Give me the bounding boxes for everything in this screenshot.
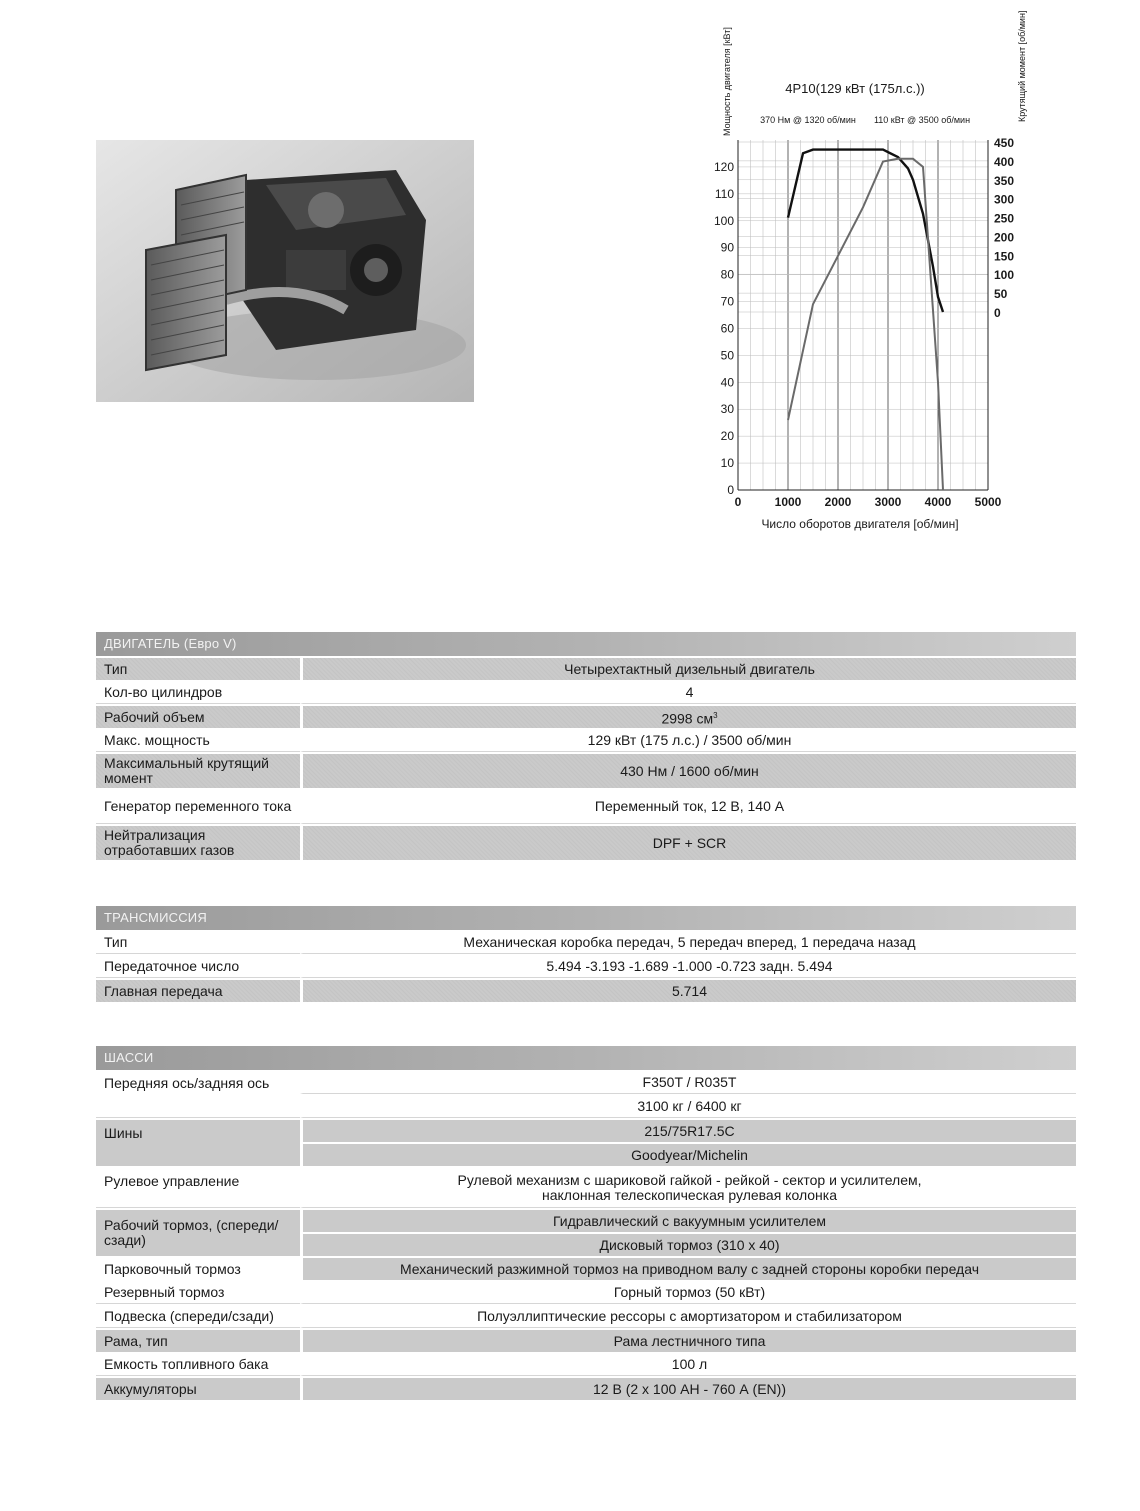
- table-row: [96, 1072, 1076, 1094]
- steering-value-line-2: наклонная телескопическая рулевая колонка: [541, 1186, 838, 1203]
- x-tick-label: 2000: [824, 495, 852, 509]
- table-row: [96, 1378, 1076, 1400]
- y-right-tick-label: 50: [994, 287, 1008, 302]
- power-curve: [788, 159, 943, 490]
- reserve-brake-label: Резервный тормоз: [96, 1282, 300, 1304]
- y-left-tick-label: 120: [713, 159, 734, 174]
- engine-alternator-label: Генератор переменного тока: [96, 790, 300, 824]
- transmission-type-label: Тип: [96, 932, 300, 954]
- axle-model-value: F350T / R035T: [300, 1072, 1076, 1094]
- chart-annotation-power: 110 кВт @ 3500 об/мин: [873, 115, 971, 125]
- displacement-number: 2998 см: [661, 710, 714, 727]
- suspension-value: Полуэллиптические рессоры с амортизатором и стабилизатором: [300, 1306, 1076, 1328]
- engine-type-value: Четырехтактный дизельный двигатель: [300, 658, 1076, 680]
- y-left-tick-label: 10: [720, 456, 734, 471]
- table-row: [96, 1258, 1076, 1280]
- chart-ticks: [714, 136, 1014, 509]
- engine-power-value: 129 кВт (175 л.с.) / 3500 об/мин: [300, 730, 1076, 752]
- y-left-tick-label: 0: [727, 483, 734, 497]
- transmission-ratio-label: Передаточное число: [96, 956, 300, 978]
- displacement-unit-exponent: 3: [713, 710, 718, 720]
- service-brake-label: Рабочий тормоз, (спереди/сзади): [96, 1210, 300, 1256]
- tires-brand-value: Goodyear/Michelin: [300, 1144, 1076, 1166]
- engine-torque-label: Максимальный крутящий момент: [96, 754, 300, 788]
- y-right-tick-label: 100: [994, 268, 1015, 283]
- engine-photo: [96, 140, 474, 402]
- service-brake-type-value: Гидравлический с вакуумным усилителем: [300, 1210, 1076, 1232]
- x-tick-label: 1000: [774, 495, 802, 509]
- parking-brake-value: Механический разжимной тормоз на приводном валу с задней стороны коробки передач: [300, 1258, 1076, 1280]
- table-row: [96, 754, 1076, 788]
- axle-load-value: 3100 кг / 6400 кг: [300, 1096, 1076, 1118]
- table-row: [96, 980, 1076, 1002]
- chart-annotation-torque: 370 Нм @ 1320 об/мин: [760, 115, 856, 125]
- table-row: [96, 706, 1076, 728]
- y-left-tick-label: 20: [720, 429, 734, 444]
- engine-exhaust-label: Нейтрализация отработавших газов: [96, 826, 300, 860]
- y-right-tick-label: 0: [994, 306, 1001, 320]
- x-tick-label: 5000: [974, 495, 1002, 509]
- chassis-spec-section: [96, 1046, 1076, 1402]
- frame-label: Рама, тип: [96, 1330, 300, 1352]
- y-left-tick-label: 100: [713, 213, 734, 228]
- x-tick-label: 4000: [924, 495, 952, 509]
- engine-torque-value: 430 Нм / 1600 об/мин: [300, 754, 1076, 788]
- y-left-tick-label: 110: [714, 186, 734, 201]
- suspension-label: Подвеска (спереди/сзади): [96, 1306, 300, 1328]
- table-row: [96, 826, 1076, 860]
- x-tick-label: 3000: [874, 495, 902, 509]
- engine-section-header: ДВИГАТЕЛЬ (Евро V): [96, 632, 1076, 656]
- y-left-tick-label: 90: [720, 240, 734, 255]
- left-axis-label: Мощность двигателя [кВт]: [722, 27, 732, 136]
- engine-type-label: Тип: [96, 658, 300, 680]
- tires-size-value: 215/75R17.5C: [300, 1120, 1076, 1142]
- table-row: [96, 790, 1076, 824]
- steering-value-line-1: Рулевой механизм с шариковой гайкой - рейкой - сектор и усилителем,: [457, 1171, 922, 1188]
- reserve-brake-value: Горный тормоз (50 кВт): [300, 1282, 1076, 1304]
- table-row: [96, 1120, 1076, 1142]
- chart-title: 4P10(129 кВт (175л.с.)): [785, 81, 925, 96]
- table-row: [96, 1306, 1076, 1328]
- engine-displacement-value: [300, 706, 1076, 728]
- engine-illustration: [96, 140, 474, 402]
- table-row: [96, 956, 1076, 978]
- y-right-tick-label: 150: [994, 249, 1015, 264]
- final-drive-value: 5.714: [300, 980, 1076, 1002]
- table-row: [96, 1354, 1076, 1376]
- parking-brake-label: Парковочный тормоз: [96, 1258, 300, 1280]
- y-right-tick-label: 200: [994, 230, 1015, 245]
- table-row: [96, 1210, 1076, 1232]
- engine-cylinders-value: 4: [300, 682, 1076, 704]
- axle-label: Передняя ось/задняя ось: [96, 1072, 300, 1118]
- y-left-tick-label: 70: [720, 294, 734, 309]
- transmission-section-header: ТРАНСМИССИЯ: [96, 906, 1076, 930]
- y-right-tick-label: 450: [994, 136, 1015, 150]
- table-row: [96, 730, 1076, 752]
- y-left-tick-label: 30: [720, 402, 734, 417]
- frame-value: Рама лестничного типа: [300, 1330, 1076, 1352]
- right-axis-label: Крутящий момент [об/мин]: [1017, 10, 1027, 122]
- engine-power-label: Макс. мощность: [96, 730, 300, 752]
- engine-displacement-label: Рабочий объем: [96, 706, 300, 728]
- steering-label: Рулевое управление: [96, 1168, 300, 1208]
- table-row: [96, 1330, 1076, 1352]
- x-tick-label: 0: [734, 495, 742, 509]
- engine-spec-section: [96, 632, 1076, 862]
- y-left-tick-label: 60: [720, 321, 734, 336]
- y-left-tick-label: 40: [720, 375, 734, 390]
- battery-label: Аккумуляторы: [96, 1378, 300, 1400]
- chart-grid: [738, 140, 988, 490]
- engine-cylinders-label: Кол-во цилиндров: [96, 682, 300, 704]
- steering-value: [300, 1168, 1076, 1208]
- y-left-tick-label: 50: [720, 348, 734, 363]
- table-row: [96, 1282, 1076, 1304]
- y-right-tick-label: 300: [994, 192, 1015, 207]
- engine-exhaust-value: DPF + SCR: [300, 826, 1076, 860]
- service-brake-disc-value: Дисковый тормоз (310 х 40): [300, 1234, 1076, 1256]
- fuel-tank-value: 100 л: [300, 1354, 1076, 1376]
- transmission-ratio-value: 5.494 -3.193 -1.689 -1.000 -0.723 задн. 5.494: [300, 956, 1076, 978]
- x-axis-label: Число оборотов двигателя [об/мин]: [761, 517, 959, 531]
- transmission-spec-section: [96, 906, 1076, 1004]
- engine-alternator-value: Переменный ток, 12 В, 140 А: [300, 790, 1076, 824]
- chassis-spec-table: [96, 1070, 1076, 1402]
- y-right-tick-label: 400: [994, 154, 1015, 169]
- engine-performance-chart: [680, 10, 1040, 540]
- chart-lines: [788, 150, 943, 490]
- fuel-tank-label: Емкость топливного бака: [96, 1354, 300, 1376]
- y-right-tick-label: 350: [994, 173, 1015, 188]
- table-row: [96, 658, 1076, 680]
- table-row: [96, 932, 1076, 954]
- transmission-spec-table: [96, 930, 1076, 1004]
- table-row: [96, 682, 1076, 704]
- tires-label: Шины: [96, 1120, 300, 1166]
- y-right-tick-label: 250: [994, 211, 1015, 226]
- table-row: [96, 1168, 1076, 1208]
- transmission-type-value: Механическая коробка передач, 5 передач вперед, 1 передача назад: [300, 932, 1076, 954]
- engine-spec-table: [96, 656, 1076, 862]
- torque-curve: [788, 150, 943, 312]
- final-drive-label: Главная передача: [96, 980, 300, 1002]
- battery-value: 12 В (2 х 100 АН - 760 А (EN)): [300, 1378, 1076, 1400]
- y-left-tick-label: 80: [720, 267, 734, 282]
- chassis-section-header: ШАССИ: [96, 1046, 1076, 1070]
